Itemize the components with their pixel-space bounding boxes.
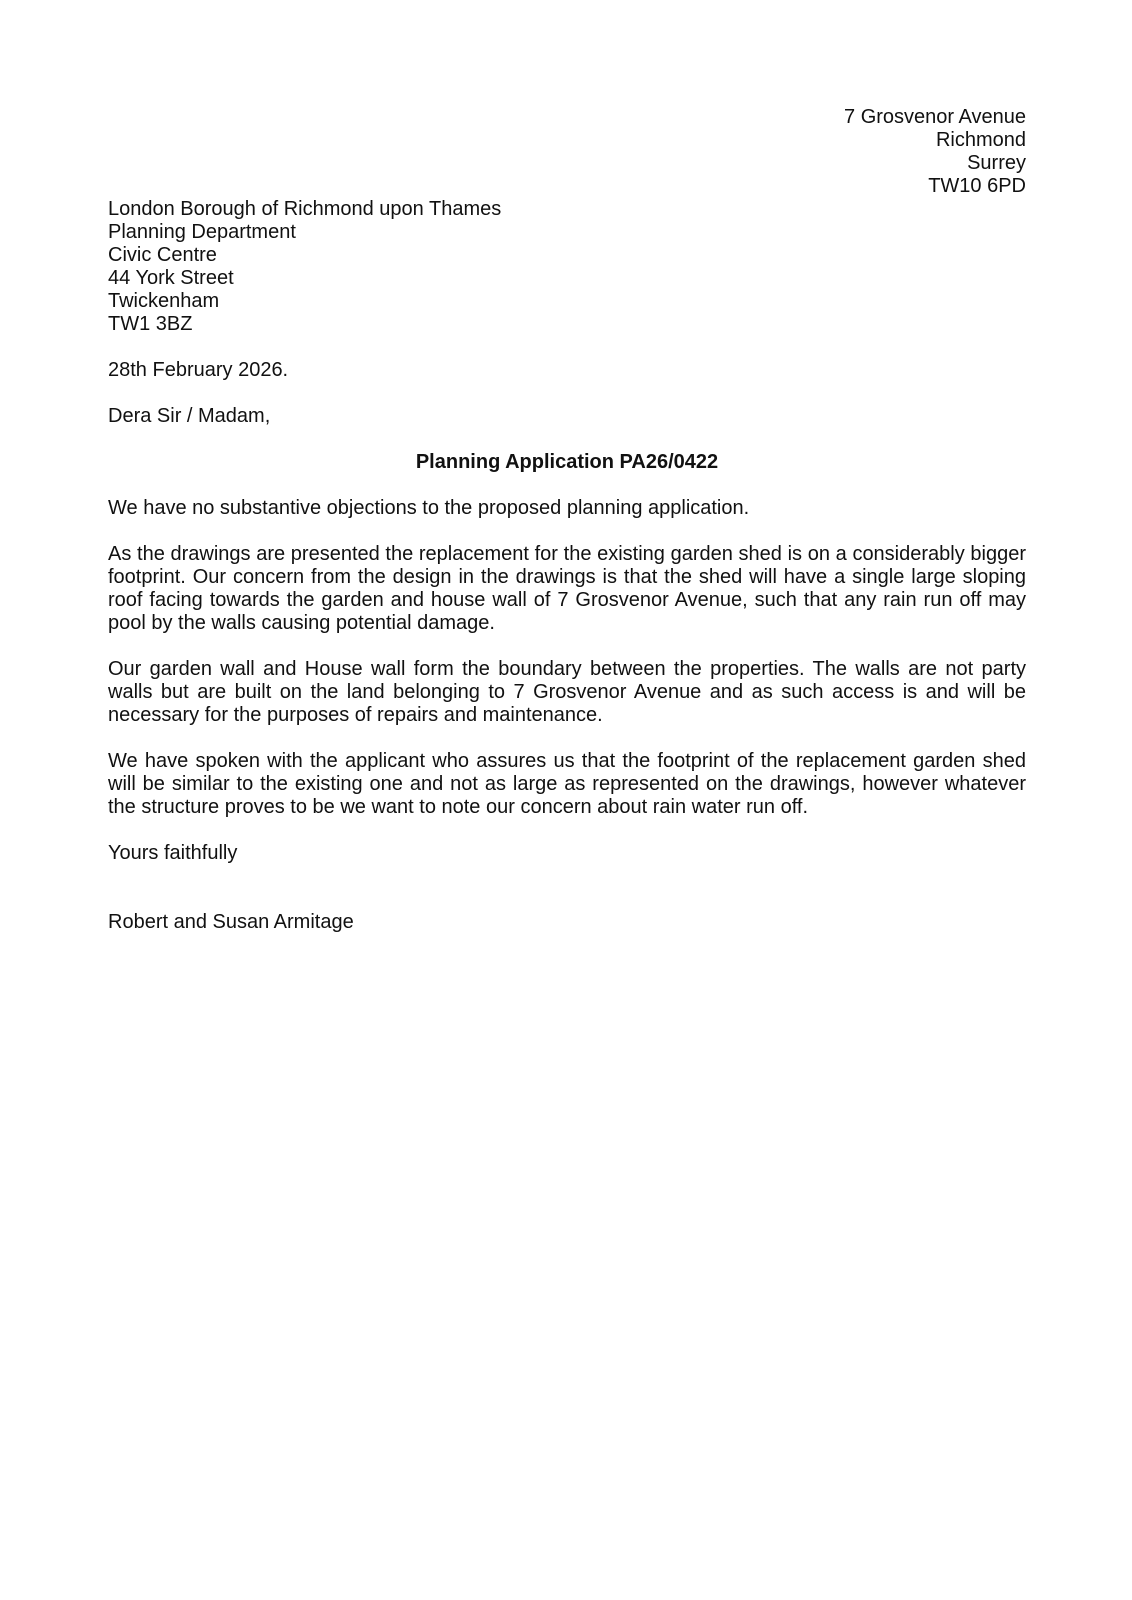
body-paragraph: As the drawings are presented the replacement for the existing garden shed is on a considerably bigger footprint. Our concern from the design in the drawings is that the shed will have a single large sloping roof facing towards the garden and house wall of 7 Grosvenor Avenue, such that any rain run off may pool by the walls causing potential damage. (108, 543, 1026, 634)
sender-address-line: Surrey (967, 152, 1026, 174)
body-paragraph: We have no substantive objections to the proposed planning application. (108, 497, 750, 519)
closing: Yours faithfully (108, 842, 238, 864)
signature-name: Robert and Susan Armitage (108, 911, 354, 933)
body-paragraph: Our garden wall and House wall form the boundary between the properties. The walls are not party walls but are built on the land belonging to 7 Grosvenor Avenue and as such access is and will be necessary for the purposes of repairs and maintenance. (108, 658, 1026, 726)
recipient-address-line: Planning Department (108, 221, 296, 243)
recipient-address-line: London Borough of Richmond upon Thames (108, 198, 502, 220)
recipient-address-line: Civic Centre (108, 244, 217, 266)
salutation: Dera Sir / Madam, (108, 405, 271, 427)
body-paragraph: We have spoken with the applicant who assures us that the footprint of the replacement garden shed will be similar to the existing one and not as large as represented on the drawings, however whatever the structure proves to be we want to note our concern about rain water run off. (108, 750, 1026, 818)
letter-page (108, 106, 1026, 934)
subject-heading: Planning Application PA26/0422 (415, 451, 719, 473)
recipient-address-line: TW1 3BZ (108, 313, 193, 335)
sender-address-line: 7 Grosvenor Avenue (844, 106, 1026, 128)
sender-address-line: TW10 6PD (928, 175, 1026, 197)
letter-date: 28th February 2026. (108, 359, 289, 381)
recipient-address (108, 198, 1026, 336)
sender-address-line: Richmond (935, 129, 1026, 151)
recipient-address-line: Twickenham (108, 290, 220, 312)
recipient-address-line: 44 York Street (108, 267, 234, 289)
sender-address (108, 106, 1026, 198)
